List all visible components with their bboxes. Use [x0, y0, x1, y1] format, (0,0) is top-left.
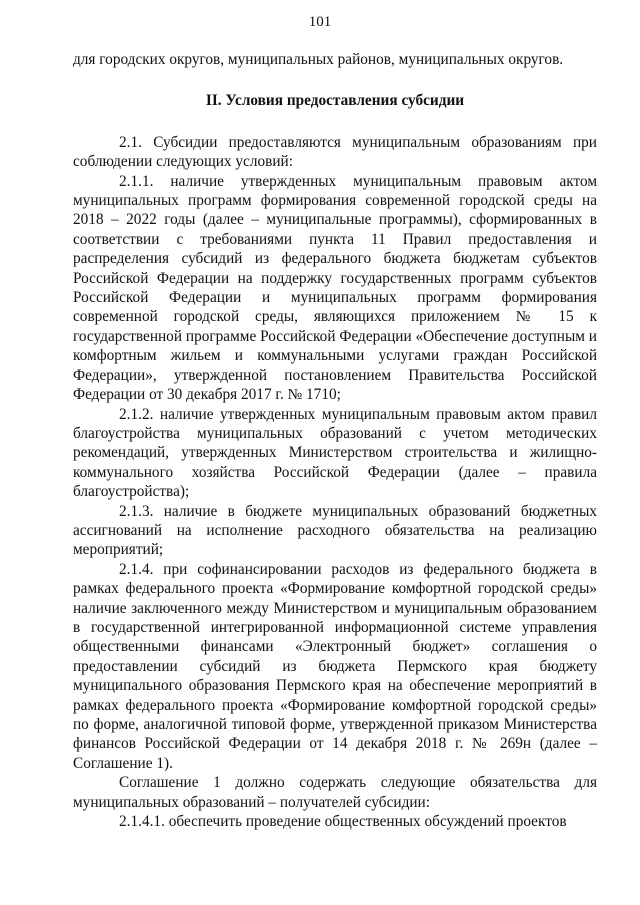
paragraph-agreement-obligations: Соглашение 1 должно содержать следующие обязательства для муниципальных образований – получателей субсидии:: [73, 774, 597, 811]
page-number: 101: [308, 14, 332, 30]
document-body: [73, 50, 597, 831]
section-heading: II. Условия предоставления субсидии: [205, 92, 465, 110]
paragraph-2-1-3: 2.1.3. наличие в бюджете муниципальных образований бюджетных ассигнований на исполнение расходного обязательства на реализацию мероприятий;: [73, 502, 597, 559]
paragraph-2-1: 2.1. Субсидии предоставляются муниципальным образованиям при соблюдении следующих условий:: [73, 133, 597, 171]
paragraph-2-1-1: 2.1.1. наличие утвержденных муниципальным правовым актом муниципальных программ формирования современной городской среды на 2018 – 2022 годы (далее – муниципальные программы), сформированных в соответствии с требованиями пункта 11 Правил предоставления и распределения субсидий из федерального бюджета бюджетам субъектов Российской Федерации на поддержку государственных программ субъектов Российской Федерации и муниципальных программ формирования современной городской среды, являющихся приложением № 15 к государственной программе Российской Федерации «Обеспечение доступным и комфортным жильем и коммунальными услугами граждан Российской Федерации», утвержденной постановлением Правительства Российской Федерации от 30 декабря 2017 г. № 1710;: [73, 172, 597, 404]
paragraph-2-1-4-1: 2.1.4.1. обеспечить проведение общественных обсуждений проектов: [119, 813, 567, 831]
paragraph-continuation: для городских округов, муниципальных районов, муниципальных округов.: [73, 51, 564, 68]
paragraph-2-1-4: 2.1.4. при софинансировании расходов из федерального бюджета в рамках федерального проекта «Формирование комфортной городской среды» наличие заключенного между Министерством и муниципальным образованием в государственной интегрированной информационной системе управления общественными финансами «Электронный бюджет» соглашения о предоставлении субсидий из бюджета Пермского края бюджету муниципального образования Пермского края на обеспечение мероприятий в рамках федерального проекта «Формирование комфортной городской среды» по форме, аналогичной типовой форме, утвержденной приказом Министерства финансов Российской Федерации от 14 декабря 2018 г. № 269н (далее – Соглашение 1).: [73, 560, 597, 772]
paragraph-2-1-2: 2.1.2. наличие утвержденных муниципальным правовым актом правил благоустройства муниципальных образований с учетом методических рекомендаций, утвержденных Министерством строительства и жилищно-коммунального хозяйства Российской Федерации (далее – правила благоустройства);: [73, 405, 597, 501]
